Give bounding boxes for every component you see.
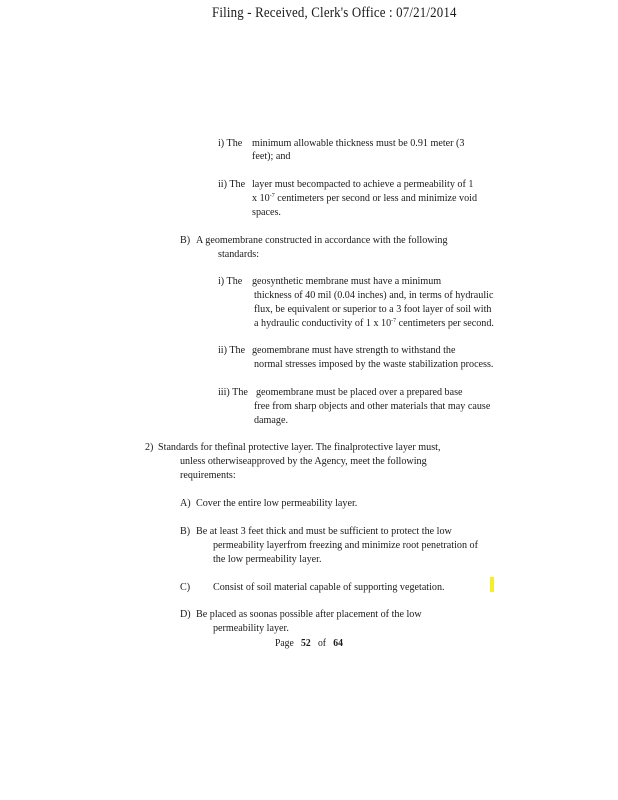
item-text-line: standards: [218,248,260,260]
item-text-line: x $10^{-7}$ centimeters per second or less and minimize void [252,192,478,204]
item-text-line: geomembrane must be placed over a prepared base [256,386,463,398]
item-text-line: permeability layer. [213,622,289,634]
item-marker: ii) The [218,344,246,356]
item-text-line: flux, be equivalent or superior to a 3 foot layer of soil with [254,303,492,315]
item-marker: i) The [218,137,243,149]
page-header: Filing - Received, Clerk's Office : 07/21/2014 [212,5,457,21]
item-text-line: minimum allowable thickness must be 0.91 meter (3 [252,137,465,149]
page-total: 64 [333,638,343,649]
item-marker: iii) The [218,386,248,398]
item-text-line: geomembrane must have strength to withstand the [252,344,456,356]
item-text-line: Consist of soil material capable of supporting vegetation. [213,581,445,593]
item-text-line: damage. [254,414,288,426]
item-text-line: requirements: [180,469,236,481]
of-label: of [317,638,326,649]
item-text-line: free from sharp objects and other materials that may cause [254,400,491,412]
item-text-line: layer must becompacted to achieve a permeability of 1 [252,178,474,190]
item-marker: B) [180,525,191,537]
item-marker: A) [180,497,191,509]
item-text-line: A geomembrane constructed in accordance with the following [196,234,448,246]
item-text-line: Be placed as soonas possible after placement of the low [196,608,422,620]
highlight-mark [490,577,494,592]
item-text-line: feet); and [252,150,291,162]
item-marker: i) The [218,275,243,287]
item-text-line: thickness of 40 mil (0.04 inches) and, in terms of hydraulic [254,289,494,301]
item-text-line: spaces. [252,206,281,218]
item-marker: C) [180,581,191,593]
item-text-line: the low permeability layer. [213,553,322,565]
item-text-line: geosynthetic membrane must have a minimum [252,275,442,287]
item-text-line: a hydraulic conductivity of 1 x $10^{-7}$ centimeters per second. [254,317,494,329]
item-text-line: unless otherwiseapproved by the Agency, meet the following [180,455,427,467]
item-text-line: Standards for thefinal protective layer. The finalprotective layer must, [158,441,441,453]
page-number: 52 [301,638,311,649]
item-text-line: Be at least 3 feet thick and must be sufficient to protect the low [196,525,452,537]
item-marker: 2) [145,441,154,453]
item-marker: ii) The [218,178,246,190]
item-text-line: permeability layerfrom freezing and minimize root penetration of [213,539,478,551]
item-marker: D) [180,608,191,620]
page-footer [275,638,343,649]
page-label: Page [275,638,294,649]
item-text-line: Cover the entire low permeability layer. [196,497,358,509]
item-marker: B) [180,234,191,246]
item-text-line: normal stresses imposed by the waste stabilization process. [254,358,494,370]
